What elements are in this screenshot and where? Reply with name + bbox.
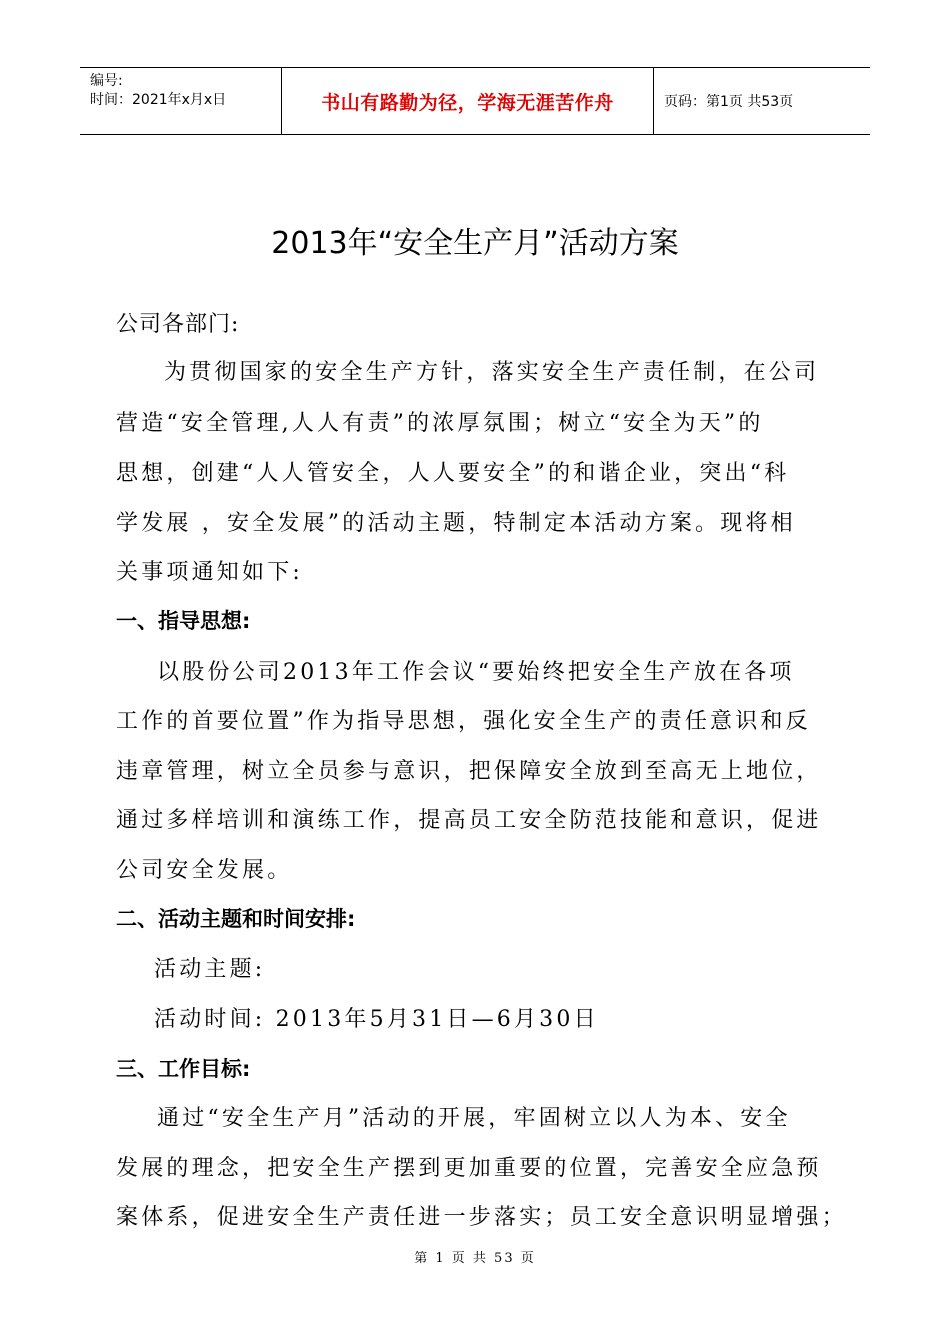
header-page-info: 页码：第1页 共53页 [664, 94, 794, 110]
paragraph-line: 关事项通知如下: [116, 560, 304, 585]
paragraph-line: 思想，创建“人人管安全，人人要安全”的和谐企业，突出“科 [116, 461, 790, 486]
paragraph-line: 违章管理，树立全员参与意识，把保障安全放到至高无上地位， [116, 759, 822, 784]
document-title: 2013年“安全生产月”活动方案 [271, 226, 679, 261]
activity-theme-line: 活动主题: [154, 957, 266, 982]
paragraph-line: 工作的首要位置”作为指导思想，强化安全生产的责任意识和反 [116, 709, 811, 734]
section-heading-theme-schedule: 二、活动主题和时间安排: [116, 907, 356, 931]
paragraph-line: 为贯彻国家的安全生产方针，落实安全生产责任制，在公司 [164, 360, 820, 385]
section-heading-work-goals: 三、工作目标: [116, 1057, 251, 1081]
salutation: 公司各部门: [116, 312, 240, 337]
header-motto-cell [282, 68, 654, 134]
paragraph-line: 学发展 ，安全发展”的活动主题，特制定本活动方案。现将相 [116, 511, 796, 536]
paragraph-line: 公司安全发展。 [116, 858, 293, 883]
header-meta [80, 68, 282, 134]
document-number-label: 编号: [90, 73, 123, 89]
header-motto: 书山有路勤为径，学海无涯苦作舟 [321, 91, 614, 114]
page-footer: 第 1 页 共 53 页 [414, 1251, 536, 1266]
document-time-label: 时间：2021年x月x日 [90, 92, 227, 108]
paragraph-line: 以股份公司2013年工作会议“要始终把安全生产放在各项 [157, 660, 795, 685]
paragraph-line: 发展的理念，把安全生产摆到更加重要的位置，完善安全应急预 [116, 1156, 822, 1181]
section-heading-guiding-thought: 一、指导思想: [116, 609, 251, 633]
activity-time-line: 活动时间: 2013年5月31日—6月30日 [154, 1007, 599, 1032]
paragraph-line: 营造“安全管理,人人有责”的浓厚氛围；树立“安全为天”的 [116, 411, 764, 436]
document-header [80, 67, 870, 135]
paragraph-line: 案体系，促进安全生产责任进一步落实；员工安全意识明显增强； [116, 1205, 847, 1230]
paragraph-line: 通过“安全生产月”活动的开展，牢固树立以人为本、安全 [157, 1106, 791, 1131]
paragraph-line: 通过多样培训和演练工作，提高员工安全防范技能和意识，促进 [116, 808, 822, 833]
